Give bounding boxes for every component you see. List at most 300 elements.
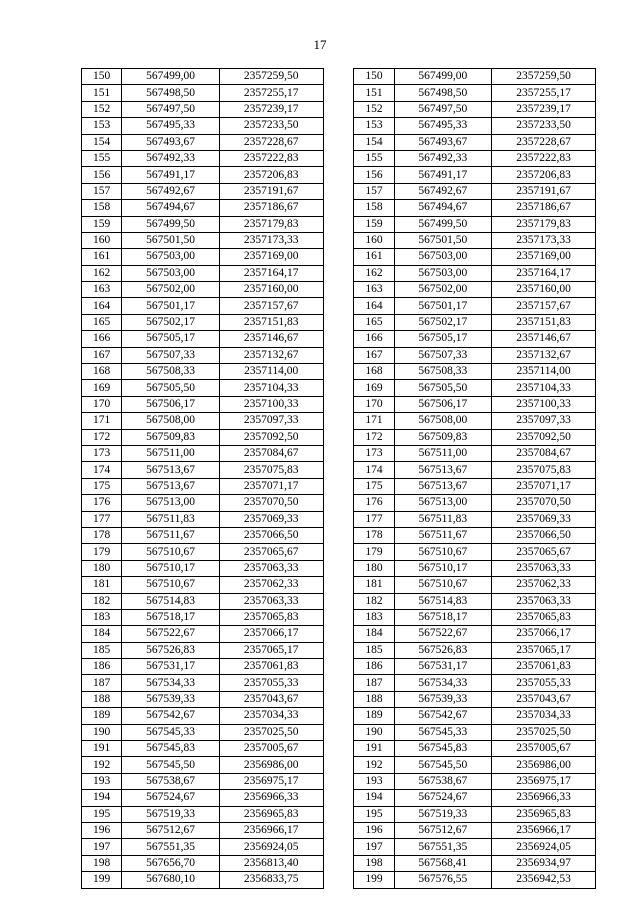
left-x-coordinate-cell: 567497,50 bbox=[122, 101, 220, 117]
column-gap-cell bbox=[323, 265, 354, 281]
right-point-number-cell: 156 bbox=[354, 167, 394, 183]
left-point-number-cell: 180 bbox=[82, 560, 122, 576]
table-row bbox=[82, 626, 596, 642]
right-x-coordinate-cell: 567542,67 bbox=[394, 708, 492, 724]
right-y-coordinate-cell: 2356986,00 bbox=[492, 757, 596, 773]
left-y-coordinate-cell: 2357062,33 bbox=[219, 577, 323, 593]
right-x-coordinate-cell: 567501,17 bbox=[394, 298, 492, 314]
table-row bbox=[82, 200, 596, 216]
column-gap-cell bbox=[323, 298, 354, 314]
left-y-coordinate-cell: 2357084,67 bbox=[219, 445, 323, 461]
column-gap-cell bbox=[323, 200, 354, 216]
right-y-coordinate-cell: 2357065,67 bbox=[492, 544, 596, 560]
left-y-coordinate-cell: 2357063,33 bbox=[219, 593, 323, 609]
left-y-coordinate-cell: 2357233,50 bbox=[219, 118, 323, 134]
table-row bbox=[82, 577, 596, 593]
right-y-coordinate-cell: 2357063,33 bbox=[492, 593, 596, 609]
column-gap-cell bbox=[323, 429, 354, 445]
column-gap-cell bbox=[323, 659, 354, 675]
right-x-coordinate-cell: 567499,50 bbox=[394, 216, 492, 232]
table-row bbox=[82, 347, 596, 363]
right-y-coordinate-cell: 2357069,33 bbox=[492, 511, 596, 527]
column-gap-cell bbox=[323, 839, 354, 855]
column-gap-cell bbox=[323, 364, 354, 380]
column-gap-cell bbox=[323, 872, 354, 888]
right-x-coordinate-cell: 567502,00 bbox=[394, 282, 492, 298]
left-y-coordinate-cell: 2357100,33 bbox=[219, 396, 323, 412]
left-point-number-cell: 189 bbox=[82, 708, 122, 724]
right-y-coordinate-cell: 2357146,67 bbox=[492, 331, 596, 347]
right-y-coordinate-cell: 2357191,67 bbox=[492, 183, 596, 199]
table-row bbox=[82, 69, 596, 85]
table-row bbox=[82, 691, 596, 707]
left-point-number-cell: 170 bbox=[82, 396, 122, 412]
left-point-number-cell: 152 bbox=[82, 101, 122, 117]
column-gap-cell bbox=[323, 396, 354, 412]
right-y-coordinate-cell: 2356966,17 bbox=[492, 822, 596, 838]
left-point-number-cell: 185 bbox=[82, 642, 122, 658]
left-x-coordinate-cell: 567501,50 bbox=[122, 232, 220, 248]
right-point-number-cell: 163 bbox=[354, 282, 394, 298]
right-x-coordinate-cell: 567494,67 bbox=[394, 200, 492, 216]
right-x-coordinate-cell: 567508,00 bbox=[394, 413, 492, 429]
right-x-coordinate-cell: 567576,55 bbox=[394, 872, 492, 888]
right-point-number-cell: 155 bbox=[354, 150, 394, 166]
left-y-coordinate-cell: 2356966,17 bbox=[219, 822, 323, 838]
right-point-number-cell: 165 bbox=[354, 314, 394, 330]
column-gap-cell bbox=[323, 675, 354, 691]
column-gap-cell bbox=[323, 413, 354, 429]
right-y-coordinate-cell: 2357065,83 bbox=[492, 609, 596, 625]
right-point-number-cell: 178 bbox=[354, 527, 394, 543]
left-y-coordinate-cell: 2357097,33 bbox=[219, 413, 323, 429]
coordinate-table bbox=[81, 68, 596, 889]
column-gap-cell bbox=[323, 790, 354, 806]
left-y-coordinate-cell: 2357146,67 bbox=[219, 331, 323, 347]
table-row bbox=[82, 462, 596, 478]
table-row bbox=[82, 380, 596, 396]
column-gap-cell bbox=[323, 511, 354, 527]
table-row bbox=[82, 249, 596, 265]
right-x-coordinate-cell: 567513,00 bbox=[394, 495, 492, 511]
left-y-coordinate-cell: 2357075,83 bbox=[219, 462, 323, 478]
left-point-number-cell: 197 bbox=[82, 839, 122, 855]
left-x-coordinate-cell: 567509,83 bbox=[122, 429, 220, 445]
right-point-number-cell: 176 bbox=[354, 495, 394, 511]
left-x-coordinate-cell: 567545,83 bbox=[122, 741, 220, 757]
left-y-coordinate-cell: 2357114,00 bbox=[219, 364, 323, 380]
right-point-number-cell: 179 bbox=[354, 544, 394, 560]
left-x-coordinate-cell: 567491,17 bbox=[122, 167, 220, 183]
right-point-number-cell: 180 bbox=[354, 560, 394, 576]
left-point-number-cell: 151 bbox=[82, 85, 122, 101]
left-point-number-cell: 166 bbox=[82, 331, 122, 347]
right-point-number-cell: 182 bbox=[354, 593, 394, 609]
left-x-coordinate-cell: 567494,67 bbox=[122, 200, 220, 216]
left-point-number-cell: 179 bbox=[82, 544, 122, 560]
right-y-coordinate-cell: 2356942,53 bbox=[492, 872, 596, 888]
column-gap-cell bbox=[323, 757, 354, 773]
right-x-coordinate-cell: 567505,50 bbox=[394, 380, 492, 396]
left-y-coordinate-cell: 2357259,50 bbox=[219, 69, 323, 85]
left-x-coordinate-cell: 567542,67 bbox=[122, 708, 220, 724]
column-gap-cell bbox=[323, 249, 354, 265]
right-point-number-cell: 197 bbox=[354, 839, 394, 855]
right-y-coordinate-cell: 2357063,33 bbox=[492, 560, 596, 576]
left-point-number-cell: 175 bbox=[82, 478, 122, 494]
right-x-coordinate-cell: 567505,17 bbox=[394, 331, 492, 347]
left-point-number-cell: 182 bbox=[82, 593, 122, 609]
right-y-coordinate-cell: 2357070,50 bbox=[492, 495, 596, 511]
left-y-coordinate-cell: 2356924,05 bbox=[219, 839, 323, 855]
right-x-coordinate-cell: 567492,33 bbox=[394, 150, 492, 166]
right-point-number-cell: 174 bbox=[354, 462, 394, 478]
left-y-coordinate-cell: 2357151,83 bbox=[219, 314, 323, 330]
right-x-coordinate-cell: 567522,67 bbox=[394, 626, 492, 642]
right-y-coordinate-cell: 2357084,67 bbox=[492, 445, 596, 461]
right-x-coordinate-cell: 567506,17 bbox=[394, 396, 492, 412]
right-point-number-cell: 150 bbox=[354, 69, 394, 85]
left-y-coordinate-cell: 2357169,00 bbox=[219, 249, 323, 265]
left-x-coordinate-cell: 567511,83 bbox=[122, 511, 220, 527]
column-gap-cell bbox=[323, 150, 354, 166]
left-x-coordinate-cell: 567510,67 bbox=[122, 577, 220, 593]
left-x-coordinate-cell: 567498,50 bbox=[122, 85, 220, 101]
left-y-coordinate-cell: 2357255,17 bbox=[219, 85, 323, 101]
left-y-coordinate-cell: 2357066,17 bbox=[219, 626, 323, 642]
left-x-coordinate-cell: 567538,67 bbox=[122, 773, 220, 789]
left-x-coordinate-cell: 567539,33 bbox=[122, 691, 220, 707]
left-y-coordinate-cell: 2356975,17 bbox=[219, 773, 323, 789]
table-row bbox=[82, 183, 596, 199]
right-x-coordinate-cell: 567503,00 bbox=[394, 249, 492, 265]
column-gap-cell bbox=[323, 642, 354, 658]
right-point-number-cell: 187 bbox=[354, 675, 394, 691]
right-y-coordinate-cell: 2357034,33 bbox=[492, 708, 596, 724]
right-x-coordinate-cell: 567539,33 bbox=[394, 691, 492, 707]
table-row bbox=[82, 773, 596, 789]
left-y-coordinate-cell: 2357157,67 bbox=[219, 298, 323, 314]
right-x-coordinate-cell: 567513,67 bbox=[394, 478, 492, 494]
left-point-number-cell: 195 bbox=[82, 806, 122, 822]
table-row bbox=[82, 101, 596, 117]
column-gap-cell bbox=[323, 282, 354, 298]
right-x-coordinate-cell: 567510,17 bbox=[394, 560, 492, 576]
left-point-number-cell: 191 bbox=[82, 741, 122, 757]
table-row bbox=[82, 429, 596, 445]
left-y-coordinate-cell: 2357063,33 bbox=[219, 560, 323, 576]
left-point-number-cell: 160 bbox=[82, 232, 122, 248]
table-row bbox=[82, 757, 596, 773]
column-gap-cell bbox=[323, 216, 354, 232]
left-point-number-cell: 193 bbox=[82, 773, 122, 789]
left-y-coordinate-cell: 2357025,50 bbox=[219, 724, 323, 740]
left-y-coordinate-cell: 2357206,83 bbox=[219, 167, 323, 183]
right-y-coordinate-cell: 2357025,50 bbox=[492, 724, 596, 740]
left-point-number-cell: 161 bbox=[82, 249, 122, 265]
left-y-coordinate-cell: 2357239,17 bbox=[219, 101, 323, 117]
right-x-coordinate-cell: 567538,67 bbox=[394, 773, 492, 789]
right-y-coordinate-cell: 2357151,83 bbox=[492, 314, 596, 330]
left-point-number-cell: 159 bbox=[82, 216, 122, 232]
right-y-coordinate-cell: 2357169,00 bbox=[492, 249, 596, 265]
right-point-number-cell: 158 bbox=[354, 200, 394, 216]
right-x-coordinate-cell: 567508,33 bbox=[394, 364, 492, 380]
left-y-coordinate-cell: 2357191,67 bbox=[219, 183, 323, 199]
right-x-coordinate-cell: 567524,67 bbox=[394, 790, 492, 806]
right-y-coordinate-cell: 2357066,17 bbox=[492, 626, 596, 642]
right-x-coordinate-cell: 567518,17 bbox=[394, 609, 492, 625]
right-x-coordinate-cell: 567510,67 bbox=[394, 577, 492, 593]
left-y-coordinate-cell: 2357164,17 bbox=[219, 265, 323, 281]
left-y-coordinate-cell: 2357222,83 bbox=[219, 150, 323, 166]
table-row bbox=[82, 511, 596, 527]
right-y-coordinate-cell: 2356975,17 bbox=[492, 773, 596, 789]
table-row bbox=[82, 445, 596, 461]
left-point-number-cell: 187 bbox=[82, 675, 122, 691]
column-gap-cell bbox=[323, 577, 354, 593]
left-x-coordinate-cell: 567510,67 bbox=[122, 544, 220, 560]
left-y-coordinate-cell: 2357104,33 bbox=[219, 380, 323, 396]
right-point-number-cell: 185 bbox=[354, 642, 394, 658]
left-y-coordinate-cell: 2356833,75 bbox=[219, 872, 323, 888]
right-point-number-cell: 192 bbox=[354, 757, 394, 773]
left-y-coordinate-cell: 2357043,67 bbox=[219, 691, 323, 707]
left-point-number-cell: 154 bbox=[82, 134, 122, 150]
left-point-number-cell: 199 bbox=[82, 872, 122, 888]
right-x-coordinate-cell: 567498,50 bbox=[394, 85, 492, 101]
right-point-number-cell: 170 bbox=[354, 396, 394, 412]
table-row bbox=[82, 642, 596, 658]
left-x-coordinate-cell: 567551,35 bbox=[122, 839, 220, 855]
right-point-number-cell: 172 bbox=[354, 429, 394, 445]
left-point-number-cell: 167 bbox=[82, 347, 122, 363]
left-x-coordinate-cell: 567499,00 bbox=[122, 69, 220, 85]
column-gap-cell bbox=[323, 314, 354, 330]
column-gap-cell bbox=[323, 806, 354, 822]
right-y-coordinate-cell: 2357061,83 bbox=[492, 659, 596, 675]
left-y-coordinate-cell: 2357065,83 bbox=[219, 609, 323, 625]
left-x-coordinate-cell: 567526,83 bbox=[122, 642, 220, 658]
left-point-number-cell: 162 bbox=[82, 265, 122, 281]
right-point-number-cell: 181 bbox=[354, 577, 394, 593]
left-x-coordinate-cell: 567534,33 bbox=[122, 675, 220, 691]
right-y-coordinate-cell: 2357043,67 bbox=[492, 691, 596, 707]
left-x-coordinate-cell: 567514,83 bbox=[122, 593, 220, 609]
right-point-number-cell: 164 bbox=[354, 298, 394, 314]
right-point-number-cell: 186 bbox=[354, 659, 394, 675]
right-y-coordinate-cell: 2357114,00 bbox=[492, 364, 596, 380]
right-x-coordinate-cell: 567493,67 bbox=[394, 134, 492, 150]
right-y-coordinate-cell: 2357097,33 bbox=[492, 413, 596, 429]
left-point-number-cell: 163 bbox=[82, 282, 122, 298]
left-x-coordinate-cell: 567513,67 bbox=[122, 462, 220, 478]
right-y-coordinate-cell: 2357062,33 bbox=[492, 577, 596, 593]
left-x-coordinate-cell: 567512,67 bbox=[122, 822, 220, 838]
right-x-coordinate-cell: 567545,83 bbox=[394, 741, 492, 757]
left-y-coordinate-cell: 2357066,50 bbox=[219, 527, 323, 543]
right-y-coordinate-cell: 2356934,97 bbox=[492, 855, 596, 871]
left-y-coordinate-cell: 2357061,83 bbox=[219, 659, 323, 675]
left-x-coordinate-cell: 567503,00 bbox=[122, 265, 220, 281]
column-gap-cell bbox=[323, 167, 354, 183]
right-x-coordinate-cell: 567502,17 bbox=[394, 314, 492, 330]
right-x-coordinate-cell: 567545,33 bbox=[394, 724, 492, 740]
table-row bbox=[82, 216, 596, 232]
right-point-number-cell: 198 bbox=[354, 855, 394, 871]
left-y-coordinate-cell: 2357069,33 bbox=[219, 511, 323, 527]
right-point-number-cell: 183 bbox=[354, 609, 394, 625]
right-x-coordinate-cell: 567513,67 bbox=[394, 462, 492, 478]
column-gap-cell bbox=[323, 691, 354, 707]
left-y-coordinate-cell: 2357034,33 bbox=[219, 708, 323, 724]
right-y-coordinate-cell: 2357005,67 bbox=[492, 741, 596, 757]
left-point-number-cell: 173 bbox=[82, 445, 122, 461]
table-row bbox=[82, 544, 596, 560]
right-y-coordinate-cell: 2357179,83 bbox=[492, 216, 596, 232]
left-point-number-cell: 177 bbox=[82, 511, 122, 527]
right-x-coordinate-cell: 567503,00 bbox=[394, 265, 492, 281]
right-point-number-cell: 196 bbox=[354, 822, 394, 838]
left-point-number-cell: 156 bbox=[82, 167, 122, 183]
left-point-number-cell: 169 bbox=[82, 380, 122, 396]
left-point-number-cell: 150 bbox=[82, 69, 122, 85]
right-point-number-cell: 166 bbox=[354, 331, 394, 347]
left-y-coordinate-cell: 2357160,00 bbox=[219, 282, 323, 298]
table-row bbox=[82, 85, 596, 101]
left-point-number-cell: 198 bbox=[82, 855, 122, 871]
left-x-coordinate-cell: 567680,10 bbox=[122, 872, 220, 888]
table-row bbox=[82, 527, 596, 543]
left-x-coordinate-cell: 567524,67 bbox=[122, 790, 220, 806]
right-x-coordinate-cell: 567511,67 bbox=[394, 527, 492, 543]
right-y-coordinate-cell: 2357075,83 bbox=[492, 462, 596, 478]
right-point-number-cell: 173 bbox=[354, 445, 394, 461]
left-x-coordinate-cell: 567506,17 bbox=[122, 396, 220, 412]
right-x-coordinate-cell: 567492,67 bbox=[394, 183, 492, 199]
left-point-number-cell: 153 bbox=[82, 118, 122, 134]
column-gap-cell bbox=[323, 495, 354, 511]
left-point-number-cell: 190 bbox=[82, 724, 122, 740]
left-y-coordinate-cell: 2357092,50 bbox=[219, 429, 323, 445]
left-y-coordinate-cell: 2357065,67 bbox=[219, 544, 323, 560]
right-x-coordinate-cell: 567510,67 bbox=[394, 544, 492, 560]
left-x-coordinate-cell: 567505,50 bbox=[122, 380, 220, 396]
left-point-number-cell: 158 bbox=[82, 200, 122, 216]
left-x-coordinate-cell: 567508,33 bbox=[122, 364, 220, 380]
left-point-number-cell: 186 bbox=[82, 659, 122, 675]
right-x-coordinate-cell: 567497,50 bbox=[394, 101, 492, 117]
right-y-coordinate-cell: 2357259,50 bbox=[492, 69, 596, 85]
left-x-coordinate-cell: 567508,00 bbox=[122, 413, 220, 429]
right-x-coordinate-cell: 567526,83 bbox=[394, 642, 492, 658]
column-gap-cell bbox=[323, 626, 354, 642]
left-x-coordinate-cell: 567545,50 bbox=[122, 757, 220, 773]
right-y-coordinate-cell: 2357055,33 bbox=[492, 675, 596, 691]
column-gap-cell bbox=[323, 593, 354, 609]
right-y-coordinate-cell: 2357092,50 bbox=[492, 429, 596, 445]
right-point-number-cell: 188 bbox=[354, 691, 394, 707]
right-point-number-cell: 175 bbox=[354, 478, 394, 494]
right-point-number-cell: 191 bbox=[354, 741, 394, 757]
right-point-number-cell: 195 bbox=[354, 806, 394, 822]
column-gap-cell bbox=[323, 741, 354, 757]
right-point-number-cell: 177 bbox=[354, 511, 394, 527]
left-x-coordinate-cell: 567531,17 bbox=[122, 659, 220, 675]
right-point-number-cell: 152 bbox=[354, 101, 394, 117]
right-point-number-cell: 167 bbox=[354, 347, 394, 363]
right-y-coordinate-cell: 2357164,17 bbox=[492, 265, 596, 281]
right-x-coordinate-cell: 567499,00 bbox=[394, 69, 492, 85]
right-y-coordinate-cell: 2357066,50 bbox=[492, 527, 596, 543]
left-x-coordinate-cell: 567502,17 bbox=[122, 314, 220, 330]
left-y-coordinate-cell: 2356986,00 bbox=[219, 757, 323, 773]
right-y-coordinate-cell: 2357233,50 bbox=[492, 118, 596, 134]
column-gap-cell bbox=[323, 331, 354, 347]
table-row bbox=[82, 396, 596, 412]
left-point-number-cell: 178 bbox=[82, 527, 122, 543]
left-y-coordinate-cell: 2356965,83 bbox=[219, 806, 323, 822]
table-row bbox=[82, 495, 596, 511]
left-y-coordinate-cell: 2357179,83 bbox=[219, 216, 323, 232]
right-point-number-cell: 171 bbox=[354, 413, 394, 429]
right-x-coordinate-cell: 567568,41 bbox=[394, 855, 492, 871]
right-point-number-cell: 154 bbox=[354, 134, 394, 150]
left-x-coordinate-cell: 567519,33 bbox=[122, 806, 220, 822]
right-point-number-cell: 168 bbox=[354, 364, 394, 380]
column-gap-cell bbox=[323, 822, 354, 838]
column-gap-cell bbox=[323, 101, 354, 117]
right-point-number-cell: 162 bbox=[354, 265, 394, 281]
right-x-coordinate-cell: 567551,35 bbox=[394, 839, 492, 855]
table-row bbox=[82, 806, 596, 822]
column-gap-cell bbox=[323, 855, 354, 871]
left-y-coordinate-cell: 2357132,67 bbox=[219, 347, 323, 363]
right-point-number-cell: 151 bbox=[354, 85, 394, 101]
left-point-number-cell: 155 bbox=[82, 150, 122, 166]
right-y-coordinate-cell: 2357100,33 bbox=[492, 396, 596, 412]
column-gap-cell bbox=[323, 478, 354, 494]
table-row bbox=[82, 675, 596, 691]
table-row bbox=[82, 478, 596, 494]
right-x-coordinate-cell: 567512,67 bbox=[394, 822, 492, 838]
right-y-coordinate-cell: 2357132,67 bbox=[492, 347, 596, 363]
left-point-number-cell: 168 bbox=[82, 364, 122, 380]
column-gap-cell bbox=[323, 560, 354, 576]
right-x-coordinate-cell: 567534,33 bbox=[394, 675, 492, 691]
left-point-number-cell: 157 bbox=[82, 183, 122, 199]
right-y-coordinate-cell: 2357228,67 bbox=[492, 134, 596, 150]
page-number: 17 bbox=[313, 37, 327, 52]
left-x-coordinate-cell: 567499,50 bbox=[122, 216, 220, 232]
left-point-number-cell: 174 bbox=[82, 462, 122, 478]
table-row bbox=[82, 265, 596, 281]
table-row bbox=[82, 839, 596, 855]
right-x-coordinate-cell: 567531,17 bbox=[394, 659, 492, 675]
right-x-coordinate-cell: 567507,33 bbox=[394, 347, 492, 363]
right-x-coordinate-cell: 567514,83 bbox=[394, 593, 492, 609]
column-gap-cell bbox=[323, 609, 354, 625]
table-row bbox=[82, 331, 596, 347]
table-row bbox=[82, 560, 596, 576]
left-y-coordinate-cell: 2356966,33 bbox=[219, 790, 323, 806]
left-x-coordinate-cell: 567492,67 bbox=[122, 183, 220, 199]
left-point-number-cell: 171 bbox=[82, 413, 122, 429]
left-y-coordinate-cell: 2357228,67 bbox=[219, 134, 323, 150]
right-x-coordinate-cell: 567509,83 bbox=[394, 429, 492, 445]
right-x-coordinate-cell: 567511,00 bbox=[394, 445, 492, 461]
table-row bbox=[82, 364, 596, 380]
